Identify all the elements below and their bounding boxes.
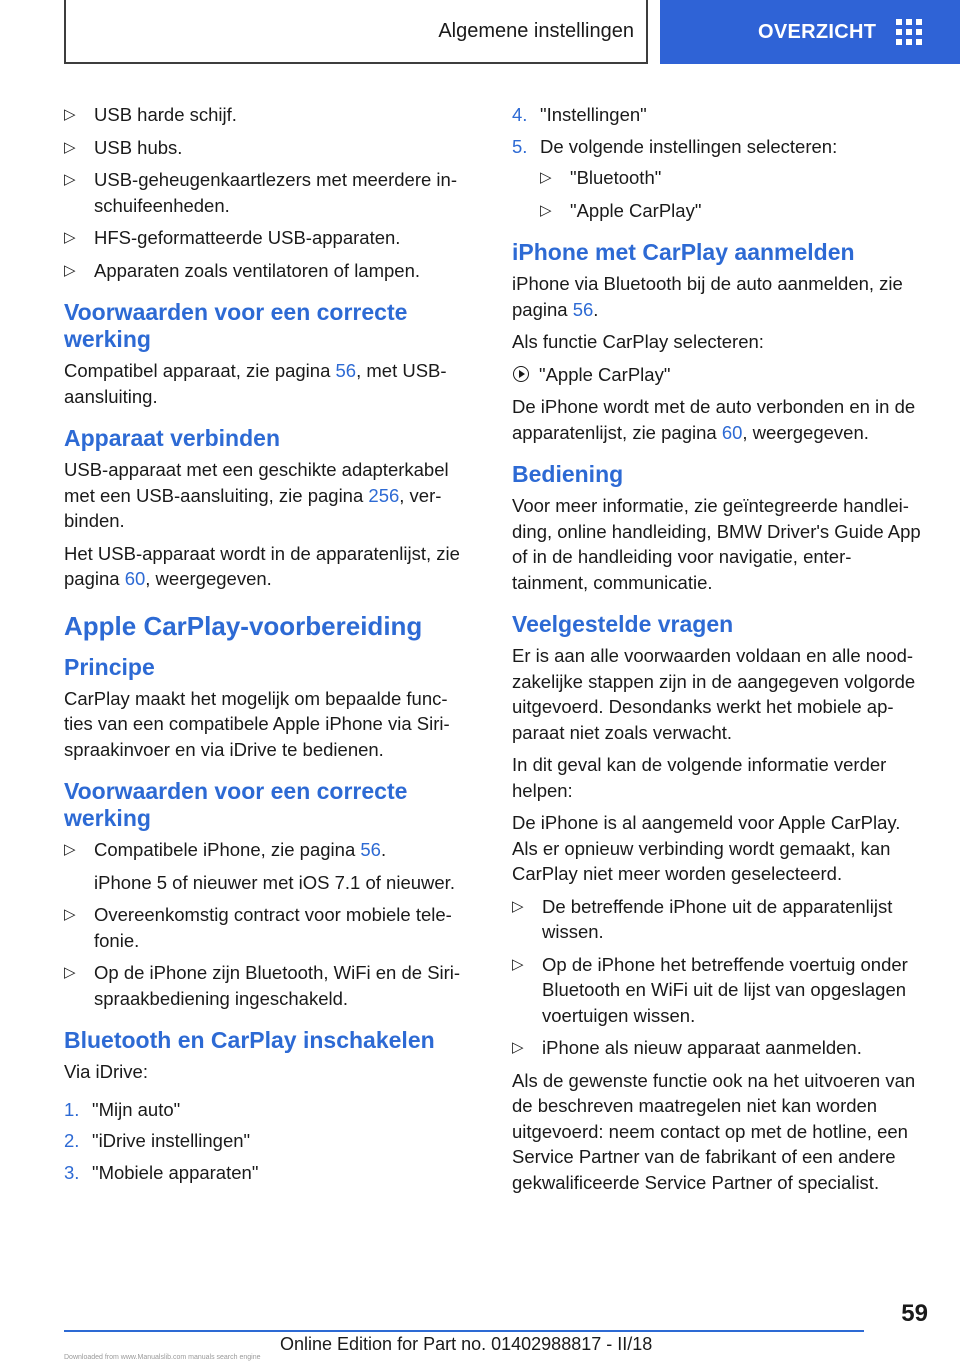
triangle-bullet-icon: ▷ (64, 106, 76, 123)
heading-carplay: Apple CarPlay-voorbereiding (64, 610, 423, 641)
header-section-box (64, 0, 648, 64)
page-link[interactable]: 56 (572, 298, 594, 320)
list-item: ▷ USB harde schijf. (64, 102, 474, 128)
list-item: ▷ HFS-geformatteerde USB-apparaten. (64, 225, 474, 251)
list-item: ▷ Overeenkomstig contract voor mobiele tele-fonie. (64, 904, 452, 951)
triangle-bullet-icon: ▷ (64, 138, 76, 156)
triangle-bullet-icon: ▷ (64, 229, 76, 246)
overview-button[interactable] (660, 0, 960, 64)
footer-watermark: Downloaded from www.Manualslib.com manuals search engine (64, 1354, 261, 1361)
triangle-bullet-icon: ▷ (64, 171, 76, 188)
list-item: ▷ USB hubs. (64, 135, 474, 161)
page-link[interactable]: 56 (360, 839, 381, 860)
triangle-bullet-icon: ▷ (64, 906, 76, 923)
paragraph: Het USB-apparaat wordt in de apparatenlijst, zie pagina 60, weergegeven. (64, 542, 460, 589)
heading-bluetooth: Bluetooth en CarPlay inschakelen (64, 1027, 435, 1053)
paragraph: iPhone 5 of nieuwer met iOS 7.1 of nieuwer. (94, 871, 455, 893)
list-item: ▷ Apparaten zoals ventilatoren of lampen. (64, 258, 474, 284)
step-number: 5. (512, 135, 528, 157)
triangle-bullet-icon: ▷ (64, 261, 76, 279)
paragraph: In dit geval kan de volgende informatie verder helpen: (512, 754, 887, 801)
list-item: ▷ "Bluetooth" (512, 165, 924, 191)
paragraph: Als de gewenste functie ook na het uitvoeren van de beschreven maatregelen niet kan worden uitgevoerd: neem contact op met de hotline, een Service Partner van de fabrikant of een andere gekwalificeerde Service Partner of specialist. (512, 1069, 916, 1193)
paragraph: Via iDrive: (64, 1061, 148, 1082)
paragraph: Compatibel apparaat, zie pagina 56, met USB-aansluiting. (64, 360, 447, 407)
heading-bediening: Bediening (512, 461, 624, 487)
list-item: 3. "Mobiele apparaten" (64, 1160, 474, 1186)
list-item: ▷ Compatibele iPhone, zie pagina 56. (64, 837, 474, 863)
list-item: 2. "iDrive instellingen" (64, 1128, 474, 1154)
menu-instruction: "Apple CarPlay" (512, 362, 924, 388)
triangle-bullet-icon: ▷ (540, 169, 552, 186)
heading-verbinden: Apparaat verbinden (64, 425, 280, 451)
overview-label: OVERZICHT (758, 20, 877, 43)
paragraph: Als functie CarPlay selecteren: (512, 331, 764, 352)
left-column (64, 102, 474, 1191)
list-item: 1. "Mijn auto" (64, 1097, 474, 1123)
step-number: 2. (64, 1130, 80, 1151)
heading-voorwaarden: Voorwaarden voor een correcte werking (64, 299, 408, 352)
page-link[interactable]: 256 (368, 484, 400, 506)
triangle-bullet-icon: ▷ (512, 1039, 524, 1056)
paragraph: Er is aan alle voorwaarden voldaan en alle nood-zakelijke stappen zijn in de aangegeven volgorde uitgevoerd. Desondanks werkt het mobiele ap-paraat niet zoals verwacht. (512, 645, 916, 743)
step-number: 4. (512, 104, 528, 125)
right-column (512, 102, 924, 1202)
list-item: ▷ iPhone als nieuw apparaat aanmelden. (512, 1035, 924, 1061)
play-circle-icon (513, 366, 529, 382)
list-item: ▷ De betreffende iPhone uit de apparatenlijst wissen. (512, 895, 893, 942)
paragraph: De iPhone wordt met de auto verbonden en in de apparatenlijst, zie pagina 60, weergegeven. (512, 396, 916, 443)
step-number: 1. (64, 1098, 80, 1120)
paragraph: iPhone via Bluetooth bij de auto aanmelden, zie pagina 56. (512, 273, 903, 320)
heading-aanmelden: iPhone met CarPlay aanmelden (512, 239, 855, 265)
step-number: 3. (64, 1161, 80, 1183)
page-number: 59 (901, 1300, 928, 1327)
paragraph: CarPlay maakt het mogelijk om bepaalde func-ties van een compatibele Apple iPhone via Siri-spraakinvoer en via iDrive te bedienen. (64, 687, 450, 760)
triangle-bullet-icon: ▷ (64, 841, 76, 858)
list-item: ▷ "Apple CarPlay" (512, 198, 924, 224)
triangle-bullet-icon: ▷ (512, 897, 524, 915)
list-item: 5. De volgende instellingen selecteren: (512, 134, 924, 160)
page-link[interactable]: 60 (124, 568, 146, 589)
list-item: ▷ USB-geheugenkaartlezers met meerdere in-schuifeenheden. (64, 169, 457, 216)
list-item: 4. "Instellingen" (512, 102, 924, 128)
triangle-bullet-icon: ▷ (540, 201, 552, 219)
paragraph: De iPhone is al aangemeld voor Apple CarPlay. Als er opnieuw verbinding wordt gemaakt, kan CarPlay niet meer worden geselecteerd. (512, 812, 901, 884)
grid-icon (896, 19, 922, 45)
list-item: ▷ Op de iPhone het betreffende voertuig onder Bluetooth en WiFi uit de lijst van opgeslagen voertuigen wissen. (512, 953, 908, 1026)
paragraph: Voor meer informatie, zie geïntegreerde handlei-ding, online handleiding, BMW Driver's Guide App of in de handleiding voor navigatie, enter-tainment, communicatie. (512, 495, 921, 593)
section-title: Algemene instellingen (438, 19, 634, 42)
heading-faq: Veelgestelde vragen (512, 611, 734, 637)
footer-edition: Online Edition for Part no. 01402988817 - II/18 (280, 1334, 653, 1354)
page-link[interactable]: 60 (721, 421, 743, 443)
triangle-bullet-icon: ▷ (64, 964, 76, 981)
heading-principe: Principe (64, 653, 155, 680)
page-link[interactable]: 56 (335, 360, 357, 381)
heading-voorwaarden-2: Voorwaarden voor een correcte werking (64, 778, 408, 831)
triangle-bullet-icon: ▷ (512, 955, 524, 973)
paragraph: USB-apparaat met een geschikte adapterkabel met een USB-aansluiting, zie pagina 256, ver-binden. (64, 459, 449, 531)
footer-divider (64, 1330, 864, 1332)
list-item: ▷ Op de iPhone zijn Bluetooth, WiFi en de Siri-spraakbediening ingeschakeld. (64, 962, 461, 1009)
